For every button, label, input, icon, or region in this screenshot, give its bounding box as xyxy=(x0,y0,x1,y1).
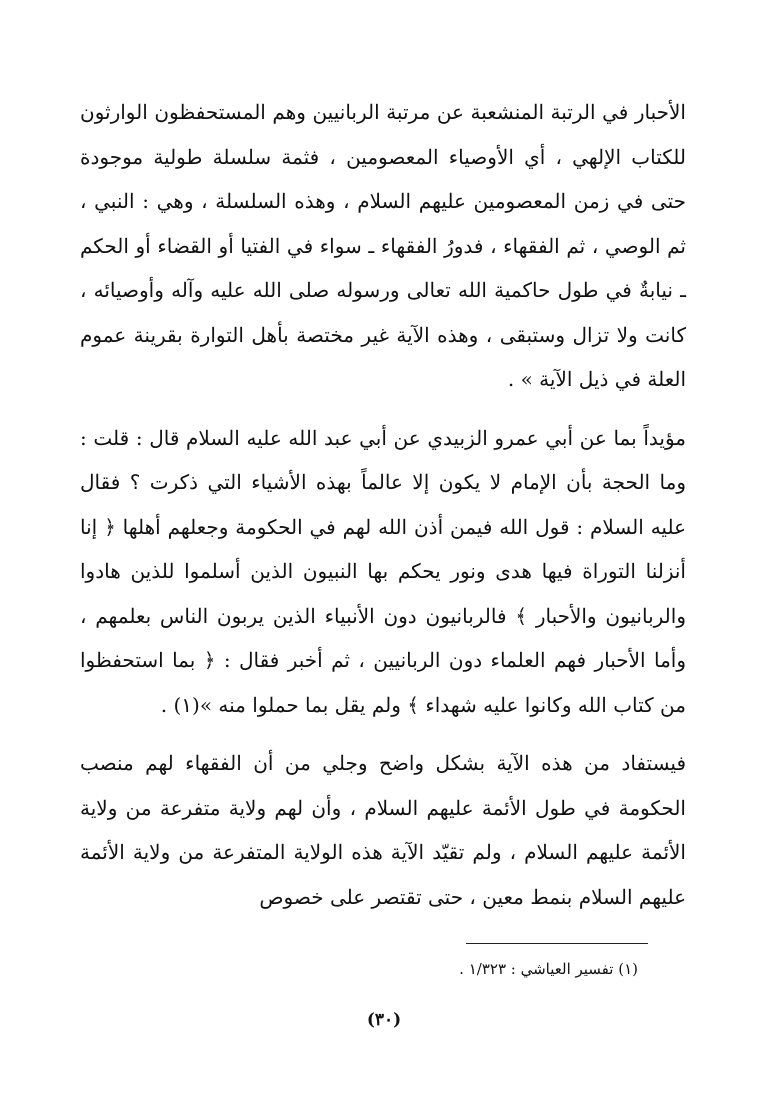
footnote: (١) تفسير العياشي : ١/٣٢٣ . xyxy=(459,960,638,978)
paragraph-3: فيستفاد من هذه الآية بشكل واضح وجلي من أن الفقهاء لهم منصب الحكومة في طول الأئمة عليهم السلام ، وأن لهم ولاية متفرعة من ولاية الأئمة عليهم السلام ، ولم تقيّد الآية هذه الولاية المتفرعة من ولاية الأئمة عليهم السلام بنمط معين ، حتى تقتصر على خصوص xyxy=(80,751,686,909)
footnote-separator xyxy=(466,943,648,944)
paragraph-1: الأحبار في الرتبة المنشعبة عن مرتبة الربانيين وهم المستحفظون الوارثون للكتاب الإلهي ، أي الأوصياء المعصومين ، فثمة سلسلة طولية موجودة حتى في زمن المعصومين عليهم السلام ، وهذه السلسلة ، وهي : النبي ، ثم الوصي ، ثم الفقهاء ، فدورُ الفقهاء ـ سواء في الفتيا أو القضاء أو الحكم ـ نيابةٌ في طول حاكمية الله تعالى ورسوله صلى الله عليه وآله وأوصيائه ، كانت ولا تزال وستبقى ، وهذه الآية غير مختصة بأهل التوارة بقرينة عموم العلة في ذيل الآية » . xyxy=(80,100,687,391)
paragraph-2: مؤيداً بما عن أبي عمرو الزبيدي عن أبي عبد الله عليه السلام قال : قلت : وما الحجة بأن الإمام لا يكون إلا عالماً بهذه الأشياء التي ذكرت ؟ فقال عليه السلام : قول الله فيمن أذن الله لهم في الحكومة وجعلهم أهلها ﴿ إنا أنزلنا التوراة فيها هدى ونور يحكم بها النبيون الذين أسلموا للذين هادوا والربانيون والأحبار ﴾ فالربانيون دون الأنبياء الذين يربون الناس بعلمهم ، وأما الأحبار فهم العلماء دون الربانيين ، ثم أخبر فقال : ﴿ بما استحفظوا من كتاب الله وكانوا عليه شهداء ﴾ ولم يقل بما حملوا منه »(١) . xyxy=(80,425,686,717)
page-number: (٣٠) xyxy=(366,1010,402,1030)
body-text xyxy=(80,90,686,919)
